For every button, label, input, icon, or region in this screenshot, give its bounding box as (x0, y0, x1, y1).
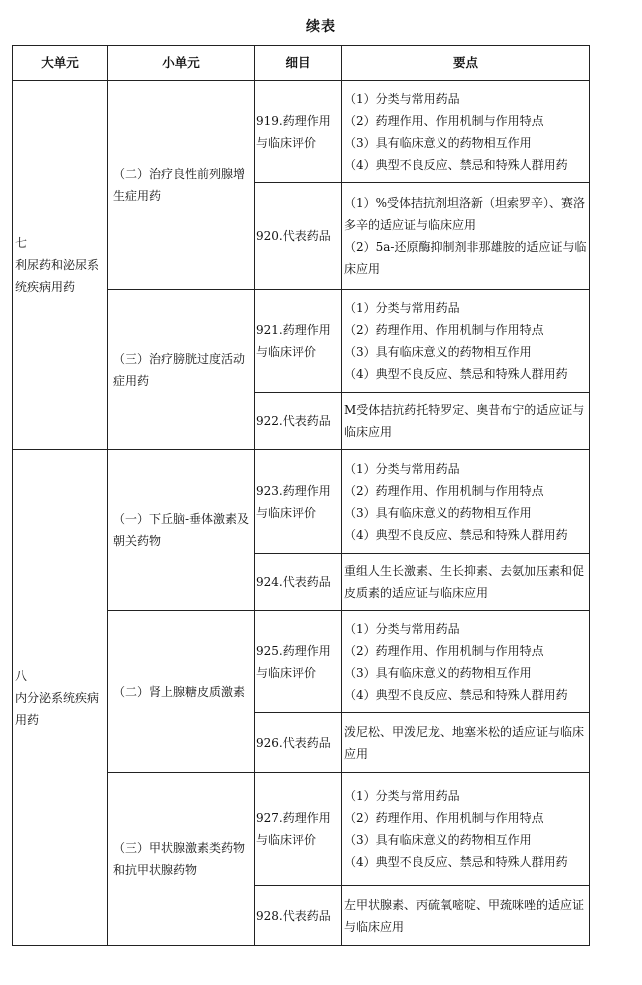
key-point: 左甲状腺素、丙硫氧嘧啶、甲巯咪唑的适应证与临床应用 (344, 897, 585, 934)
item-cell: 922.代表药品 (255, 393, 342, 450)
key-points-cell (342, 773, 590, 886)
item-cell: 924.代表药品 (255, 554, 342, 611)
key-point: 重组人生长激素、生长抑素、去氨加压素和促皮质素的适应证与临床应用 (344, 564, 585, 600)
item-cell: 920.代表药品 (255, 183, 342, 290)
key-point: （1）分类与常用药品 (344, 301, 460, 315)
key-point: （3）具有临床意义的药物相互作用 (344, 135, 532, 150)
key-point: （2）药理作用、作用机制与作用特点 (344, 483, 544, 498)
key-points-cell (342, 450, 590, 554)
key-points-cell (342, 290, 590, 393)
item-cell: 919.药理作用与临床评价 (255, 81, 342, 183)
major-unit-cell (13, 81, 108, 450)
key-points-cell (342, 886, 590, 946)
key-points-cell (342, 554, 590, 611)
key-point: （1）分类与常用药品 (344, 91, 460, 106)
header-minor-unit: 小单元 (108, 46, 255, 81)
item-cell: 926.代表药品 (255, 713, 342, 773)
minor-unit-cell: （二）治疗良性前列腺增生症用药 (108, 81, 255, 290)
key-point: （4）典型不良反应、禁忌和特殊人群用药 (344, 687, 568, 702)
key-points-cell (342, 393, 590, 450)
key-points-cell (342, 611, 590, 713)
major-unit-text: 内分泌系统疾病用药 (15, 690, 100, 727)
major-unit-text: 利尿药和泌尿系统疾病用药 (15, 258, 100, 294)
key-point: （2）药理作用、作用机制与作用特点 (344, 643, 544, 658)
item-cell: 925.药理作用与临床评价 (255, 611, 342, 713)
key-point: （2）5a-还原酶抑制剂非那雄胺的适应证与临床应用 (344, 240, 587, 276)
header-row (13, 46, 590, 81)
key-point: （1）分类与常用药品 (344, 461, 460, 476)
key-points-cell (342, 713, 590, 773)
key-point: （4）典型不良反应、禁忌和特殊人群用药 (344, 367, 568, 381)
key-point: （1）分类与常用药品 (344, 621, 460, 636)
key-point: （2）药理作用、作用机制与作用特点 (344, 113, 544, 128)
major-unit-cell (13, 450, 108, 946)
key-point: （2）药理作用、作用机制与作用特点 (344, 323, 544, 337)
key-point: （3）具有临床意义的药物相互作用 (344, 665, 532, 680)
key-point: （1）%受体拮抗剂坦洛新（坦索罗辛）、赛洛多辛的适应证与临床应用 (344, 196, 586, 232)
syllabus-table (12, 45, 590, 946)
table-title: 续表 (306, 19, 336, 35)
key-point: 泼尼松、甲泼尼龙、地塞米松的适应证与临床应用 (344, 724, 585, 761)
major-unit-text: 八 (15, 668, 28, 683)
key-point: （3）具有临床意义的药物相互作用 (344, 833, 532, 847)
key-point: （2）药理作用、作用机制与作用特点 (344, 811, 544, 825)
item-cell: 928.代表药品 (255, 886, 342, 946)
key-point: （4）典型不良反应、禁忌和特殊人群用药 (344, 157, 568, 172)
key-points-cell (342, 81, 590, 183)
key-point: （4）典型不良反应、禁忌和特殊人群用药 (344, 855, 568, 869)
header-item: 细目 (255, 46, 342, 81)
key-point: M受体拮抗药托特罗定、奥昔布宁的适应证与临床应用 (344, 403, 585, 439)
key-points-cell (342, 183, 590, 290)
minor-unit-cell: （三）甲状腺激素类药物和抗甲状腺药物 (108, 773, 255, 946)
header-major-unit: 大单元 (13, 46, 108, 81)
header-key-points: 要点 (342, 46, 590, 81)
item-cell: 923.药理作用与临床评价 (255, 450, 342, 554)
key-point: （3）具有临床意义的药物相互作用 (344, 505, 532, 520)
key-point: （1）分类与常用药品 (344, 789, 460, 803)
minor-unit-cell: （三）治疗膀胱过度活动症用药 (108, 290, 255, 450)
item-cell: 927.药理作用与临床评价 (255, 773, 342, 886)
table-row (13, 81, 590, 183)
minor-unit-cell: （二）肾上腺糖皮质激素 (108, 611, 255, 773)
minor-unit-cell: （一）下丘脑-垂体激素及朝关药物 (108, 450, 255, 611)
major-unit-text: 七 (15, 236, 28, 250)
item-cell: 921.药理作用与临床评价 (255, 290, 342, 393)
key-point: （3）具有临床意义的药物相互作用 (344, 345, 532, 359)
key-point: （4）典型不良反应、禁忌和特殊人群用药 (344, 527, 568, 542)
table-row (13, 450, 590, 554)
